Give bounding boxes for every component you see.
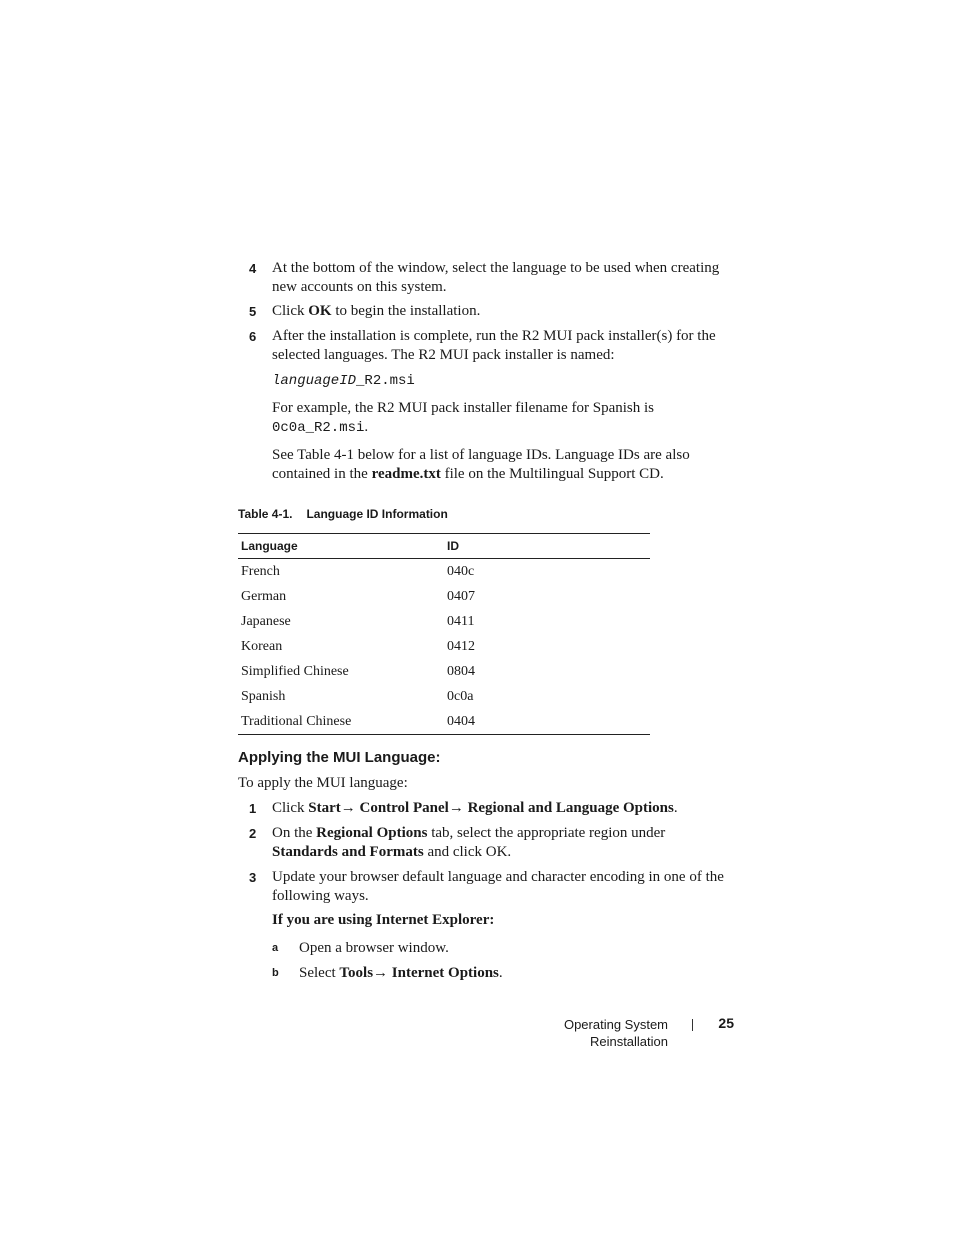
cell-language: Spanish [241,688,286,704]
substep-letter: b [272,967,279,979]
column-header-id: ID [444,534,650,559]
bold-term: Regional Options [316,825,428,841]
text-run: Update your browser default language and character encoding in one of the following ways. [272,869,724,904]
text-run: After the installation is complete, run the R2 MUI pack installer(s) for the selected languages. The R2 MUI pack installer is named: [272,328,716,363]
bold-term: Internet Options [391,965,499,981]
substep-text [299,939,739,958]
cell-id: 0411 [447,613,475,629]
cell-id: 0412 [447,638,475,654]
step-text [272,327,742,365]
bold-term: readme.txt [371,466,441,482]
example-end: . [364,419,369,435]
table-caption-number: Table 4-1. [238,507,293,521]
installer-filename [272,372,415,391]
substep-letter: a [272,942,279,954]
bold-term: Tools [339,965,374,981]
cell-language: Simplified Chinese [241,663,349,679]
cell-language: French [241,563,280,579]
text-run: Select [299,965,340,981]
text-run: and click OK. [423,844,512,860]
page-number: 25 [718,1015,734,1031]
bold-term: Start [308,800,341,816]
text-run: → [373,965,392,981]
ie-subheading: If you are using Internet Explorer: [272,912,495,928]
bold-term: Standards and Formats [272,844,424,860]
text-run: → [448,800,468,816]
table-row [238,559,650,585]
installer-filename-variable: languageID [272,373,357,389]
cell-language: Japanese [241,613,291,629]
step-number: 1 [249,801,257,816]
step-text [272,259,742,297]
bold-term: OK [308,303,332,319]
step-text [272,824,702,862]
table-row [238,609,650,634]
cell-language: German [241,588,287,604]
text-run: At the bottom of the window, select the language to be used when creating new accounts on this system. [272,260,720,295]
table-caption-title: Language ID Information [306,507,448,521]
substep-text [299,964,739,983]
example-text: For example, the R2 MUI pack installer filename for Spanish is [272,400,654,416]
table-row [238,659,650,684]
text-run: . [498,965,503,981]
text-run: . [673,800,678,816]
installer-filename-suffix: _R2.msi [356,373,415,389]
cell-id: 040c [447,563,475,579]
footer-title: Operating System Reinstallation [563,1017,668,1049]
table-header-row [238,534,650,559]
cell-id: 0804 [447,663,475,679]
text-run: Open a browser window. [299,940,449,956]
cell-id: 0c0a [447,688,474,704]
example-paragraph [272,399,712,438]
table-row [238,634,650,659]
text-run: to begin the installation. [331,303,481,319]
table-row [238,584,650,609]
language-id-table [238,533,650,735]
cell-language: Korean [241,638,283,654]
section-heading: Applying the MUI Language: [238,749,441,766]
text-run: Click [272,303,309,319]
example-code: 0c0a_R2.msi [272,420,365,436]
text-run: file on the Multilingual Support CD. [440,466,664,482]
footer-separator [692,1019,693,1031]
table-body [238,559,650,735]
cell-id: 0404 [447,713,475,729]
step-text [272,302,742,321]
bold-term: Control Panel [359,800,449,816]
step-text [272,799,742,818]
step-number: 2 [249,826,257,841]
table-row [238,684,650,709]
table-caption [238,506,448,522]
text-run: See Table 4-1 below for a list of language IDs. Language IDs are also contained in the [272,447,690,482]
step-number: 5 [249,304,257,319]
bold-term: Regional and Language Options [467,800,674,816]
text-run: On the [272,825,317,841]
table-row [238,709,650,735]
step-number: 6 [249,329,257,344]
intro-text: To apply the MUI language: [238,775,408,791]
text-run: → [340,800,360,816]
text-run: Click [272,800,309,816]
cell-language: Traditional Chinese [241,713,352,729]
step-number: 4 [249,261,257,276]
step-text [272,868,727,906]
step-number: 3 [249,870,257,885]
column-header-language: Language [238,534,444,559]
cell-id: 0407 [447,588,475,604]
text-run: tab, select the appropriate region under [427,825,666,841]
see-table-paragraph [272,446,722,484]
